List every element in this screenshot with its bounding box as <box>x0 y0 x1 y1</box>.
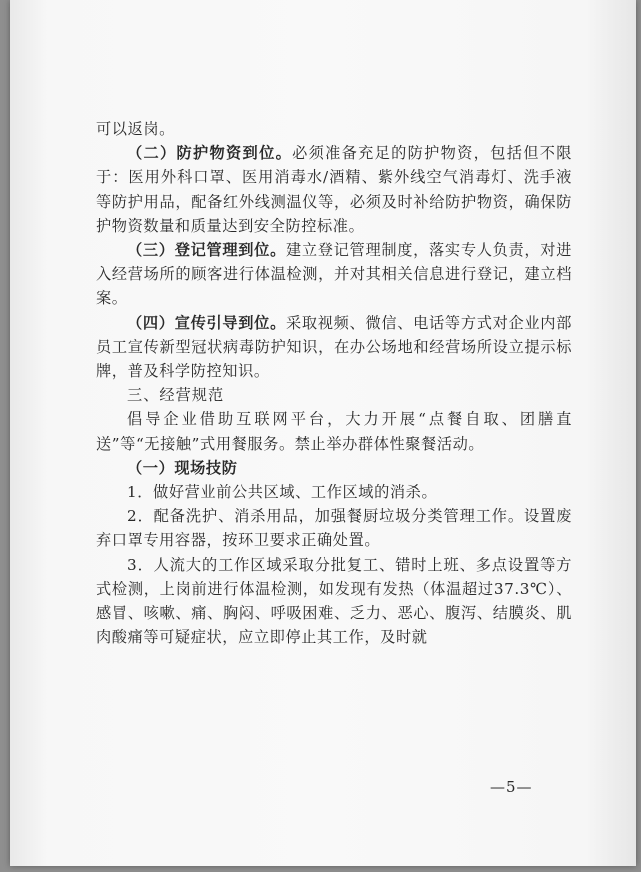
paragraph-protective-supplies <box>96 141 572 238</box>
list-item-1: 1．做好营业前公共区域、工作区域的消杀。 <box>127 483 438 502</box>
page-number: —5— <box>490 778 533 796</box>
paragraph-publicity <box>96 311 572 384</box>
document-page <box>10 0 636 866</box>
paragraph-continuation: 可以返岗。 <box>96 120 175 138</box>
section-heading-operations: 三、经营规范 <box>127 386 225 405</box>
text-protective-supplies: 必须准备充足的防护物资，包括但不限于：医用外科口罩、医用消毒水/酒精、紫外线空气消毒灯、洗手液等防护用品，配备红外线测温仪等，必须及时补给防护物资，确保防护物资数量和质量达到安全防控标准。 <box>96 144 573 235</box>
subheading-onsite-prevention: （一）现场技防 <box>127 458 238 477</box>
text-registration: 建立登记管理制度，落实专人负责，对进入经营场所的顾客进行体温检测，并对其相关信息进行登记，建立档案。 <box>96 241 572 308</box>
heading-publicity: （四）宣传引导到位。 <box>127 313 286 332</box>
list-item-2: 2．配备洗护、消杀用品，加强餐厨垃圾分类管理工作。设置废弃口罩专用容器，按环卫要求正确处置。 <box>96 507 572 550</box>
heading-registration: （三）登记管理到位。 <box>127 241 286 260</box>
document-body <box>96 117 572 649</box>
heading-protective-supplies: （二）防护物资到位。 <box>127 144 293 163</box>
text-publicity: 采取视频、微信、电话等方式对企业内部员工宣传新型冠状病毒防护知识，在办公场地和经营场所设立提示标牌，普及科学防控知识。 <box>96 313 572 381</box>
paragraph-registration <box>96 238 572 311</box>
paragraph-contactless: 倡导企业借助互联网平台，大力开展“点餐自取、团膳直送”等“无接触”式用餐服务。禁止举办群体性聚餐活动。 <box>96 410 572 453</box>
list-item-3: 3．人流大的工作区域采取分批复工、错时上班、多点设置等方式检测，上岗前进行体温检测，如发现有发热（体温超过37.3℃）、感冒、咳嗽、痛、胸闷、呼吸困难、乏力、恶心、腹泻、结膜炎、肌肉酸痛等可疑症状，应立即停止其工作，及时就 <box>96 555 572 647</box>
